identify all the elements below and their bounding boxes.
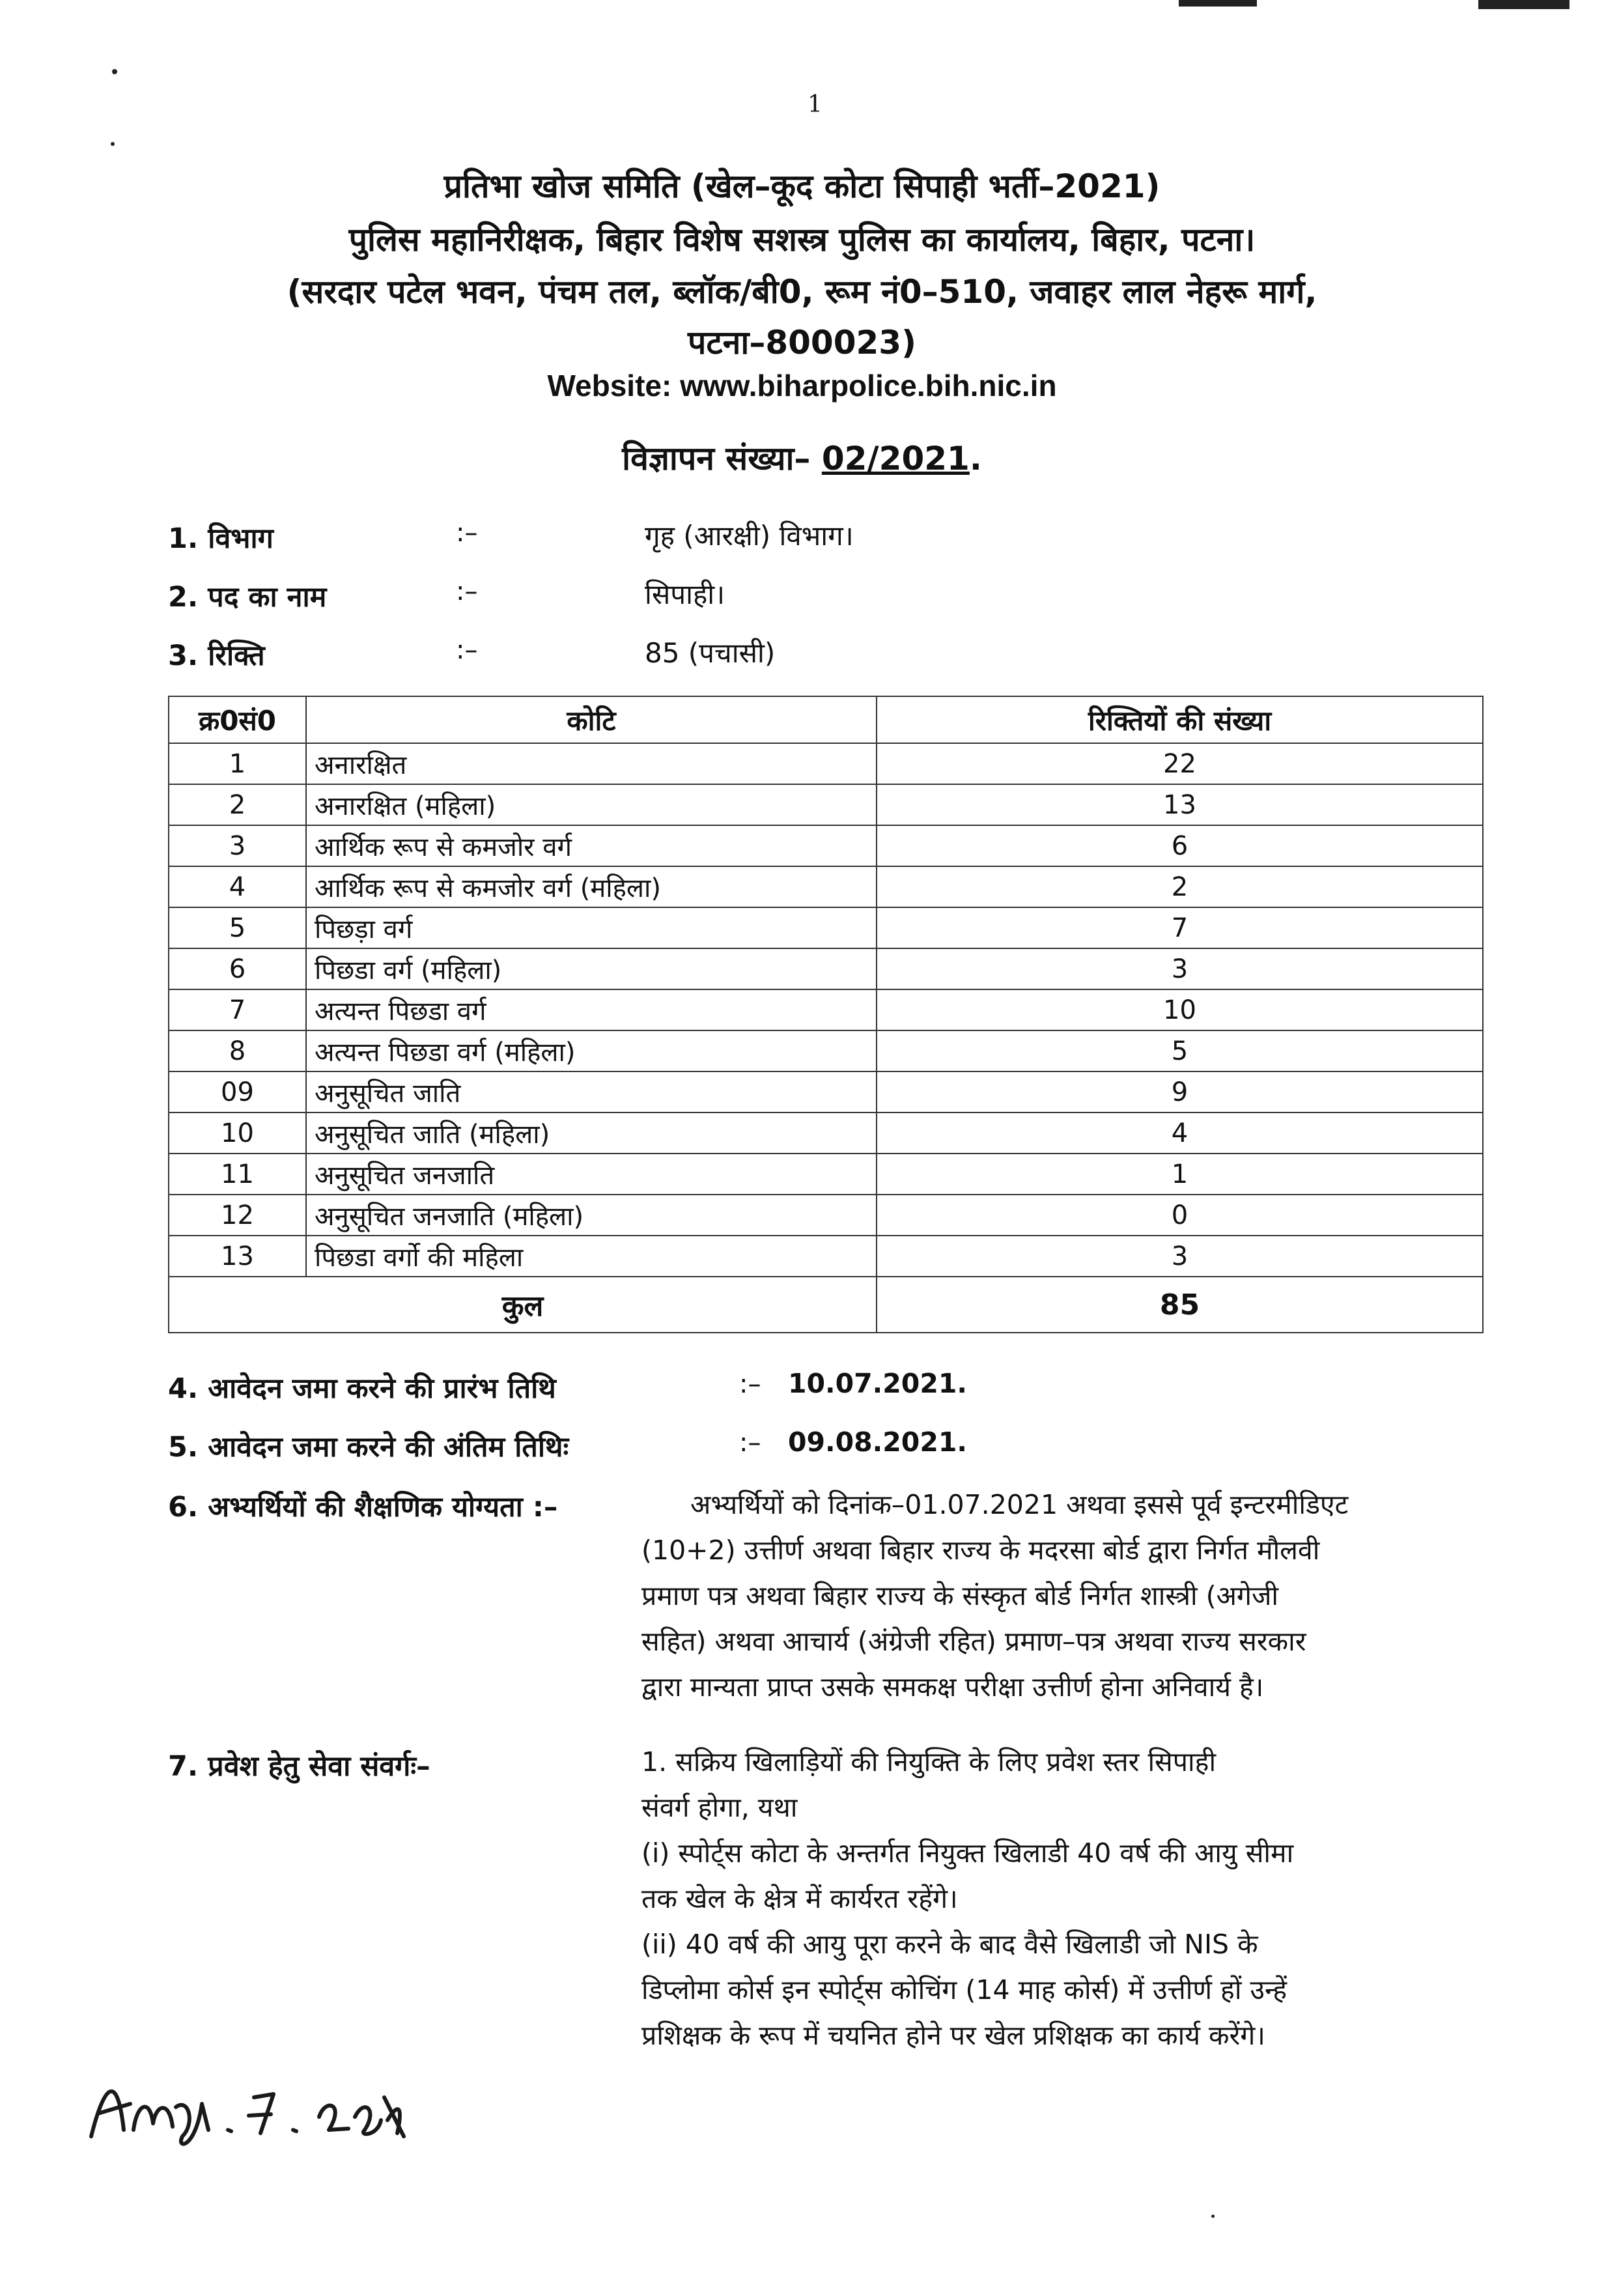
field-vacancy-label: 3. रिक्ति <box>168 640 265 672</box>
cell-count: 3 <box>877 948 1483 989</box>
advertisement-number <box>0 435 1604 479</box>
field-separator: :– <box>456 576 478 606</box>
cell-category: पिछड़ा वर्ग <box>306 907 877 948</box>
cell-count: 7 <box>877 907 1483 948</box>
scan-dot <box>111 142 115 146</box>
table-row <box>169 1195 1483 1236</box>
advertisement-suffix: . <box>969 440 982 477</box>
header-pincode: पटना–800023) <box>688 324 916 361</box>
total-label: कुल <box>169 1277 877 1333</box>
table-row <box>169 948 1483 989</box>
cell-serial: 5 <box>169 907 306 948</box>
cell-serial: 11 <box>169 1154 306 1195</box>
scan-mark <box>1179 0 1257 7</box>
cell-count: 6 <box>877 825 1483 866</box>
qualification-label: 6. अभ्यर्थियों की शैक्षणिक योग्यता :– <box>168 1491 558 1524</box>
cell-count: 5 <box>877 1030 1483 1071</box>
cell-category: अनुसूचित जाति (महिला) <box>306 1113 877 1154</box>
qualification-line: सहित) अथवा आचार्य (अंग्रेजी रहित) प्रमाण–पत्र अथवा राज्य सरकार <box>641 1626 1306 1657</box>
start-date-label: 4. आवेदन जमा करने की प्रारंभ तिथि <box>168 1372 556 1405</box>
table-row <box>169 1154 1483 1195</box>
cell-category: पिछडा वर्ग (महिला) <box>306 948 877 989</box>
column-header-count: रिक्तियों की संख्या <box>877 696 1483 743</box>
header-office: पुलिस महानिरीक्षक, बिहार विशेष सशस्त्र पुलिस का कार्यालय, बिहार, पटना। <box>348 221 1256 259</box>
table-header-row <box>169 696 1483 743</box>
table-row <box>169 866 1483 907</box>
field-post-label: 2. पद का नाम <box>168 581 327 614</box>
table-row <box>169 907 1483 948</box>
cell-category: अत्यन्त पिछडा वर्ग <box>306 989 877 1030</box>
cadre-line: (i) स्पोर्ट्स कोटा के अन्तर्गत नियुक्त खिलाडी 40 वर्ष की आयु सीमा <box>641 1837 1294 1869</box>
date-separator: :– <box>739 1369 761 1399</box>
field-department-value: गृह (आरक्षी) विभाग। <box>645 520 854 552</box>
cell-serial: 13 <box>169 1236 306 1277</box>
end-date-value: 09.08.2021. <box>788 1426 967 1458</box>
page-number: 1 <box>808 91 823 118</box>
table-row <box>169 1030 1483 1071</box>
column-header-serial: क्र0सं0 <box>169 696 306 743</box>
cell-serial: 8 <box>169 1030 306 1071</box>
cell-category: आर्थिक रूप से कमजोर वर्ग (महिला) <box>306 866 877 907</box>
vacancy-table <box>168 696 1484 1333</box>
cell-count: 1 <box>877 1154 1483 1195</box>
table-total-row <box>169 1277 1483 1333</box>
cell-count: 3 <box>877 1236 1483 1277</box>
qualification-line: अभ्यर्थियों को दिनांक–01.07.2021 अथवा इससे पूर्व इन्टरमीडिएट <box>690 1489 1349 1520</box>
table-row <box>169 825 1483 866</box>
cell-count: 2 <box>877 866 1483 907</box>
table-row <box>169 1236 1483 1277</box>
table-row <box>169 1071 1483 1113</box>
cell-category: अनुसूचित जनजाति <box>306 1154 877 1195</box>
cell-count: 10 <box>877 989 1483 1030</box>
total-value: 85 <box>877 1277 1483 1333</box>
end-date-label: 5. आवेदन जमा करने की अंतिम तिथिः <box>168 1431 569 1464</box>
cell-category: अनारक्षित (महिला) <box>306 784 877 825</box>
scan-mark <box>1478 0 1569 9</box>
field-separator: :– <box>456 518 478 548</box>
cell-serial: 6 <box>169 948 306 989</box>
header-committee: प्रतिभा खोज समिति (खेल–कूद कोटा सिपाही भर्ती–2021) <box>443 167 1161 205</box>
header-address: (सरदार पटेल भवन, पंचम तल, ब्लॉक/बी0, रूम नं0–510, जवाहर लाल नेहरू मार्ग, <box>287 273 1317 311</box>
scan-dot <box>112 69 117 74</box>
cell-category: अत्यन्त पिछडा वर्ग (महिला) <box>306 1030 877 1071</box>
table-row <box>169 784 1483 825</box>
cell-count: 4 <box>877 1113 1483 1154</box>
cell-serial: 4 <box>169 866 306 907</box>
cell-category: आर्थिक रूप से कमजोर वर्ग <box>306 825 877 866</box>
scan-dot <box>1211 2215 1215 2218</box>
cadre-line: तक खेल के क्षेत्र में कार्यरत रहेंगे। <box>641 1883 958 1914</box>
cadre-text <box>641 1739 1475 2058</box>
handwritten-signature <box>78 2058 417 2156</box>
cell-count: 9 <box>877 1071 1483 1113</box>
field-vacancy-value: 85 (पचासी) <box>645 637 776 669</box>
cell-serial: 10 <box>169 1113 306 1154</box>
table-row <box>169 743 1483 784</box>
field-separator: :– <box>456 635 478 665</box>
qualification-line: द्वारा मान्यता प्राप्त उसके समकक्ष परीक्षा उत्तीर्ण होना अनिवार्य है। <box>641 1671 1264 1703</box>
cell-serial: 09 <box>169 1071 306 1113</box>
cell-serial: 3 <box>169 825 306 866</box>
start-date-value: 10.07.2021. <box>788 1368 967 1399</box>
header-website: Website: www.biharpolice.bih.nic.in <box>547 369 1057 403</box>
cell-count: 13 <box>877 784 1483 825</box>
cadre-line: संवर्ग होगा, यथा <box>641 1792 798 1823</box>
cadre-line: (ii) 40 वर्ष की आयु पूरा करने के बाद वैसे खिलाडी जो NIS के <box>641 1929 1258 1960</box>
cell-serial: 7 <box>169 989 306 1030</box>
cadre-line: 1. सक्रिय खिलाड़ियों की नियुक्ति के लिए प्रवेश स्तर सिपाही <box>641 1746 1217 1778</box>
table-row <box>169 1113 1483 1154</box>
field-post-value: सिपाही। <box>645 578 725 610</box>
cell-serial: 12 <box>169 1195 306 1236</box>
field-department-label: 1. विभाग <box>168 522 274 555</box>
cell-count: 22 <box>877 743 1483 784</box>
cadre-line: प्रशिक्षक के रूप में चयनित होने पर खेल प्रशिक्षक का कार्य करेंगे। <box>641 2020 1265 2051</box>
cadre-label: 7. प्रवेश हेतु सेवा संवर्गः– <box>168 1750 430 1783</box>
qualification-line: प्रमाण पत्र अथवा बिहार राज्य के संस्कृत बोर्ड निर्गत शास्त्री (अगेजी <box>641 1580 1279 1611</box>
cell-category: पिछडा वर्गो की महिला <box>306 1236 877 1277</box>
qualification-text-cont <box>641 1527 1475 1710</box>
cadre-line: डिप्लोमा कोर्स इन स्पोर्ट्स कोचिंग (14 माह कोर्स) में उत्तीर्ण हों उन्हें <box>641 1974 1287 2005</box>
cell-category: अनुसूचित जाति <box>306 1071 877 1113</box>
table-row <box>169 989 1483 1030</box>
cell-serial: 2 <box>169 784 306 825</box>
column-header-category: कोटि <box>306 696 877 743</box>
advertisement-code: 02/2021 <box>821 440 970 477</box>
cell-serial: 1 <box>169 743 306 784</box>
cell-count: 0 <box>877 1195 1483 1236</box>
qualification-line: (10+2) उत्तीर्ण अथवा बिहार राज्य के मदरसा बोर्ड द्वारा निर्गत मौलवी <box>641 1535 1320 1566</box>
qualification-text <box>690 1482 1475 1527</box>
advertisement-label: विज्ञापन संख्या– <box>622 440 822 477</box>
date-separator: :– <box>739 1428 761 1458</box>
cell-category: अनारक्षित <box>306 743 877 784</box>
cell-category: अनुसूचित जनजाति (महिला) <box>306 1195 877 1236</box>
